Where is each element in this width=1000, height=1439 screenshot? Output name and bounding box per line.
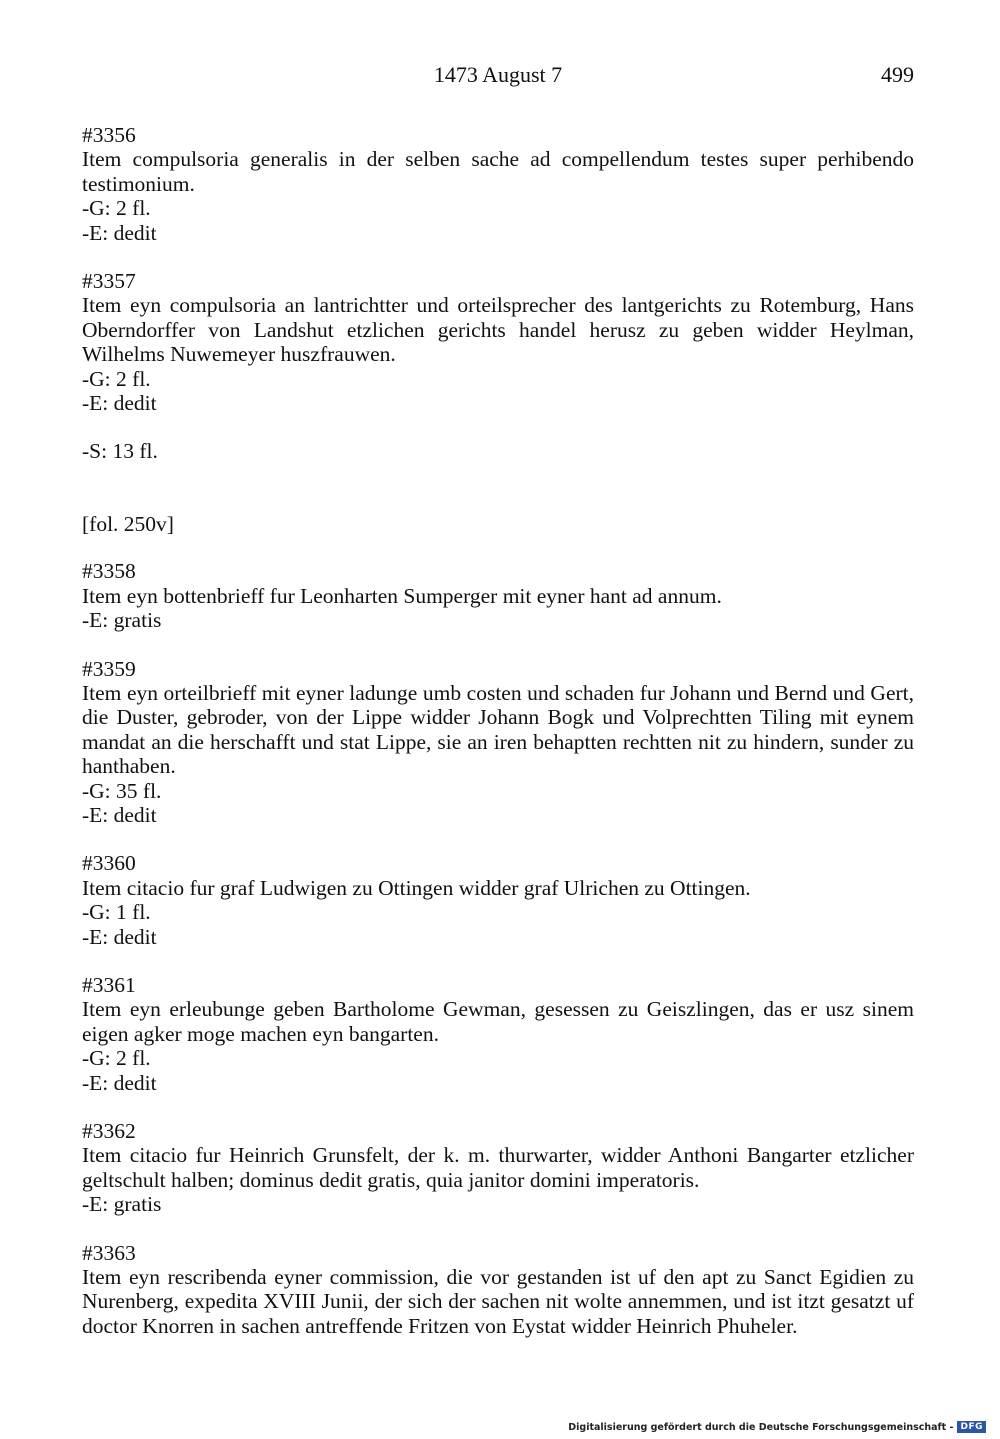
- entry-fee-line: -E: dedit: [82, 391, 157, 416]
- entry: [82, 851, 914, 949]
- entry-number: #3360: [82, 851, 136, 876]
- page: [82, 62, 914, 1362]
- entry-number: #3363: [82, 1240, 136, 1265]
- entry: [82, 657, 914, 828]
- folio-marker: [fol. 250v]: [82, 511, 174, 536]
- entry-text: Item eyn rescribenda eyner commission, die vor gestanden ist uf den apt zu Sanct Egidien zu Nurenberg, expedita XVIII Junii, der sich der sachen nit wolte annemmen, und ist itzt gesatzt uf doctor Knorren in sachen antreffende Fritzen von Eystat widder Heinrich Phuheler.: [82, 1265, 914, 1338]
- entry-fee-line: -G: 2 fl.: [82, 366, 151, 391]
- entry-fee-line: -E: dedit: [82, 802, 157, 827]
- footer-text: Digitalisierung gefördert durch die Deutsche Forschungsgemeinschaft -: [568, 1421, 954, 1433]
- entry-text: Item compulsoria generalis in der selben sache ad compellendum testes super perhibendo testimonium.: [82, 147, 914, 196]
- entry-fee-line: -E: dedit: [82, 220, 157, 245]
- entry-fee-line: -G: 2 fl.: [82, 196, 151, 221]
- footer: [568, 1421, 986, 1433]
- header-date: 1473 August 7: [433, 62, 563, 87]
- entry-group-b: [82, 559, 914, 1338]
- sum-line: -S: 13 fl.: [82, 439, 158, 464]
- entry-number: #3357: [82, 269, 136, 294]
- running-head: [82, 62, 914, 96]
- entry-text: Item eyn orteilbrieff mit eyner ladunge umb costen und schaden fur Johann und Bernd und Gert, die Duster, gebroder, von der Lippe widder Johann Bogk und Volprechtten Tiling mit eynem mandat an die herschafft und stat Lippe, sie an iren behaptten rechtten nit zu hindern, sunder zu hanthaben.: [82, 680, 914, 779]
- entry-fee-line: -G: 1 fl.: [82, 900, 151, 925]
- entry-number: #3359: [82, 656, 136, 681]
- entry: [82, 123, 914, 245]
- entry-text: Item citacio fur Heinrich Grunsfelt, der k. m. thurwarter, widder Anthoni Bangarter etzlicher geltschult halben; dominus dedit gratis, quia janitor domini imperatoris.: [82, 1143, 914, 1192]
- entry-number: #3356: [82, 123, 136, 147]
- entry-number: #3358: [82, 559, 136, 584]
- entry-fee-line: -E: gratis: [82, 1192, 162, 1217]
- entry-text: Item eyn erleubunge geben Bartholome Gewman, gesessen zu Geiszlingen, das er usz sinem eigen agker moge machen eyn bangarten.: [82, 997, 914, 1046]
- entry-fee-line: -E: dedit: [82, 924, 157, 949]
- entry-number: #3362: [82, 1119, 136, 1143]
- entry-group-a: [82, 123, 914, 415]
- entries: [82, 123, 914, 1338]
- entry: [82, 973, 914, 1095]
- entry-fee-line: -E: dedit: [82, 1070, 157, 1095]
- entry: [82, 1119, 914, 1217]
- entry: [82, 559, 914, 632]
- entry-fee-line: -E: gratis: [82, 608, 162, 633]
- entry-number: #3361: [82, 972, 136, 997]
- entry-fee-line: -G: 35 fl.: [82, 778, 162, 803]
- page-number: 499: [881, 62, 914, 87]
- entry-text: Item citacio fur graf Ludwigen zu Ottingen widder graf Ulrichen zu Ottingen.: [82, 875, 751, 900]
- dfg-logo: DFG: [957, 1421, 986, 1433]
- entry-fee-line: -G: 2 fl.: [82, 1046, 151, 1071]
- entry-text: Item eyn bottenbrieff fur Leonharten Sumperger mit eyner hant ad annum.: [82, 583, 722, 608]
- entry: [82, 269, 914, 415]
- entry-text: Item eyn compulsoria an lantrichtter und orteilsprecher des lantgerichts zu Rotemburg, Hans Oberndorffer von Landshut etzlichen gerichts handel herusz zu geben widder Heylman, Wilhelms Nuwemeyer huszfrauwen.: [82, 293, 914, 367]
- entry: [82, 1241, 914, 1339]
